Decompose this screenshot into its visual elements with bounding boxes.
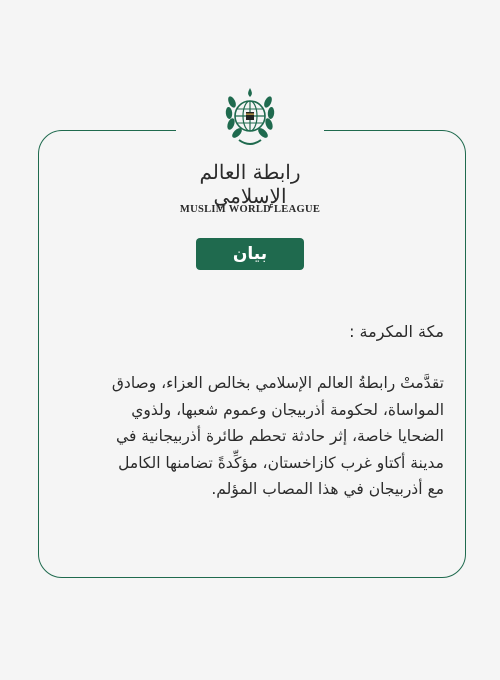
dateline: مكة المكرمة :: [349, 322, 444, 341]
logo-arabic-name: رابطة العالم الإسلامي: [199, 160, 301, 208]
body-line: الضحايا خاصة، إثر حادثة تحطم طائرة أذربيجانية في: [116, 427, 444, 445]
globe-laurel-emblem-icon: [223, 82, 277, 154]
body-line: تقدَّمتْ رابطةُ العالم الإسلامي بخالص العزاء، وصادق: [111, 374, 444, 392]
logo-english-name: MUSLIM WORLD LEAGUE: [179, 204, 321, 215]
statement-title-badge: بيان: [196, 238, 304, 270]
body-line: المواساة، لحكومة أذربيجان وعموم شعبها، ولذوي: [131, 400, 444, 419]
body-line: مع أذربيجان في هذا المصاب المؤلم.: [211, 480, 444, 498]
logo: [176, 78, 324, 230]
statement-body: [62, 370, 444, 503]
body-line: مدينة أكتاو غرب كازاخستان، مؤكِّدةً تضامنها الكامل: [118, 453, 444, 472]
